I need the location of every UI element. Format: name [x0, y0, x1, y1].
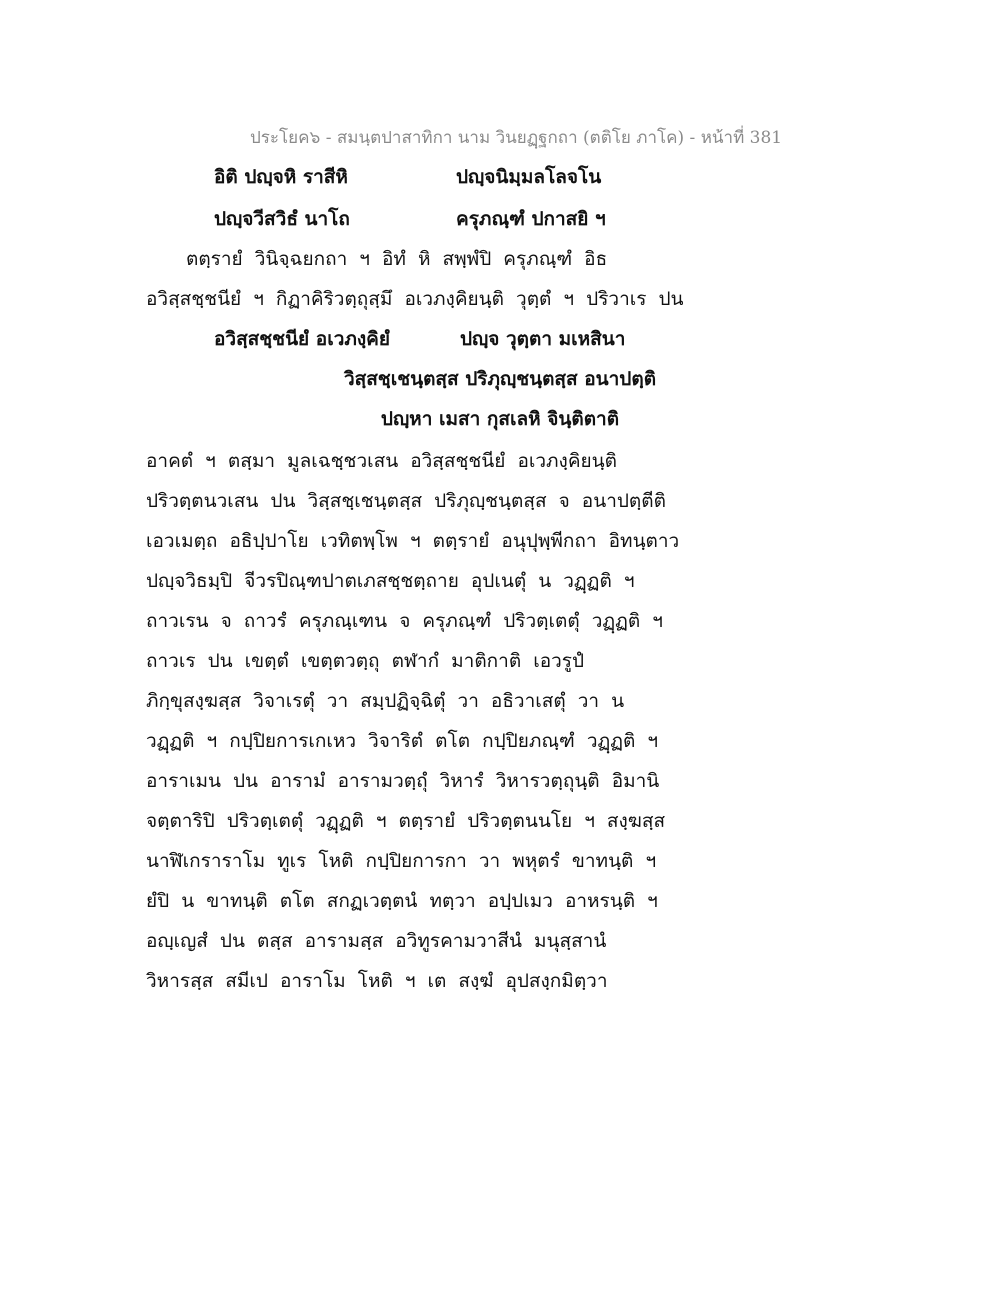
- prose-2-line-6: ถาวเร ปน เขตฺตํ เขตฺตวตฺถุ ตฬากํ มาติกาติ เอวรูปํ: [146, 650, 585, 672]
- prose-2-line-12: ยํปิ น ขาทนฺติ ตโต สกฏเวตฺตนํ ทตฺวา อปฺปเมว อาหรนฺติ ฯ: [146, 890, 658, 912]
- prose-2-line-9: อาราเมน ปน อารามํ อารามวตฺถุํ วิหารํ วิหารวตฺถุนฺติ อิมานิ: [146, 770, 660, 792]
- prose-2-line-13: อญฺเญสํ ปน ตสฺส อารามสฺส อวิทูรคามวาสีนํ มนุสฺสานํ: [146, 930, 607, 952]
- prose-2-line-11: นาฬิเกราราโม ทูเร โหติ กปฺปิยการกา วา พหุตรํ ขาทนฺติ ฯ: [146, 850, 657, 872]
- running-header: ประโยค๖ - สมนฺตปาสาทิกา นาม วินยฏฺฐกถา (ตติโย ภาโค) - หน้าที่ 381: [250, 128, 783, 148]
- verse-2-line-2: วิสฺสชฺเชนฺตสฺส ปริภุญฺชนฺตสฺส อนาปตฺติ: [343, 368, 657, 390]
- verse-2-line-3: ปญฺหา เมสา กุสเลหิ จินฺติตาติ: [380, 408, 620, 430]
- verse-2-line-1: [214, 324, 634, 352]
- prose-2-line-14: วิหารสฺส สมีเป อาราโม โหติ ฯ เต สงฺฆํ อุปสงฺกมิตฺวา: [146, 970, 608, 992]
- prose-2-line-7: ภิกฺขุสงฺฆสฺส วิจาเรตุํ วา สมฺปฏิจฺฉิตุํ วา อธิวาเสตุํ วา น: [146, 690, 625, 712]
- verse-1-line-2: [214, 204, 634, 232]
- prose-2-line-2: ปริวตฺตนวเสน ปน วิสฺสชฺเชนฺตสฺส ปริภุญฺชนฺตสฺส จ อนาปตฺตีติ: [146, 490, 666, 512]
- verse-1-line-1-left: อิติ ปญฺจหิ ราสีหิ: [214, 166, 348, 188]
- prose-1-line-2: อวิสฺสชฺชนียํ ฯ กิฏาคิริวตฺถุสฺมึ อเวภงฺคิยนฺติ วุตฺตํ ฯ ปริวาเร ปน: [146, 288, 684, 310]
- prose-2-line-5: ถาวเรน จ ถาวรํ ครุภณฺเฑน จ ครุภณฺฑํ ปริวตฺเตตุํ วฏฺฏติ ฯ: [146, 610, 663, 632]
- verse-2-line-1-right: ปญฺจ วุตฺตา มเหสินา: [460, 328, 626, 350]
- verse-2-line-1-left: อวิสฺสชฺชนียํ อเวภงฺคิยํ: [214, 328, 391, 350]
- prose-2-line-3: เอวเมตฺถ อธิปฺปาโย เวทิตพฺโพ ฯ ตตฺรายํ อนุปุพฺพีกถา อิทนฺตาว: [146, 530, 680, 552]
- prose-2-line-10: จตฺตาริปิ ปริวตฺเตตุํ วฏฺฏติ ฯ ตตฺรายํ ปริวตฺตนนโย ฯ สงฺฆสฺส: [146, 810, 666, 832]
- prose-2-line-8: วฏฺฏติ ฯ กปฺปิยการเกเหว วิจาริตํ ตโต กปฺปิยภณฺฑํ วฏฺฏติ ฯ: [146, 730, 659, 752]
- prose-2-line-4: ปญฺจวิธมฺปิ จีวรปิณฺฑปาตเภสชฺชตฺถาย อุปเนตุํ น วฏฺฏติ ฯ: [146, 570, 635, 592]
- verse-1-line-2-right: ครุภณฺฑํ ปกาสยิ ฯ: [456, 208, 606, 230]
- prose-2-line-1: อาคตํ ฯ ตสฺมา มูลเฉชฺชวเสน อวิสฺสชฺชนียํ อเวภงฺคิยนฺติ: [146, 450, 617, 472]
- verse-1-line-1: [214, 162, 634, 190]
- verse-1-line-2-left: ปญฺจวีสวิธํ นาโถ: [214, 208, 350, 230]
- prose-1-line-1: ตตฺรายํ วินิจฺฉยกถา ฯ อิทํ หิ สพฺพํปิ ครุภณฺฑํ อิธ: [186, 248, 608, 270]
- verse-1-line-1-right: ปญฺจนิมฺมลโลจโน: [456, 166, 602, 188]
